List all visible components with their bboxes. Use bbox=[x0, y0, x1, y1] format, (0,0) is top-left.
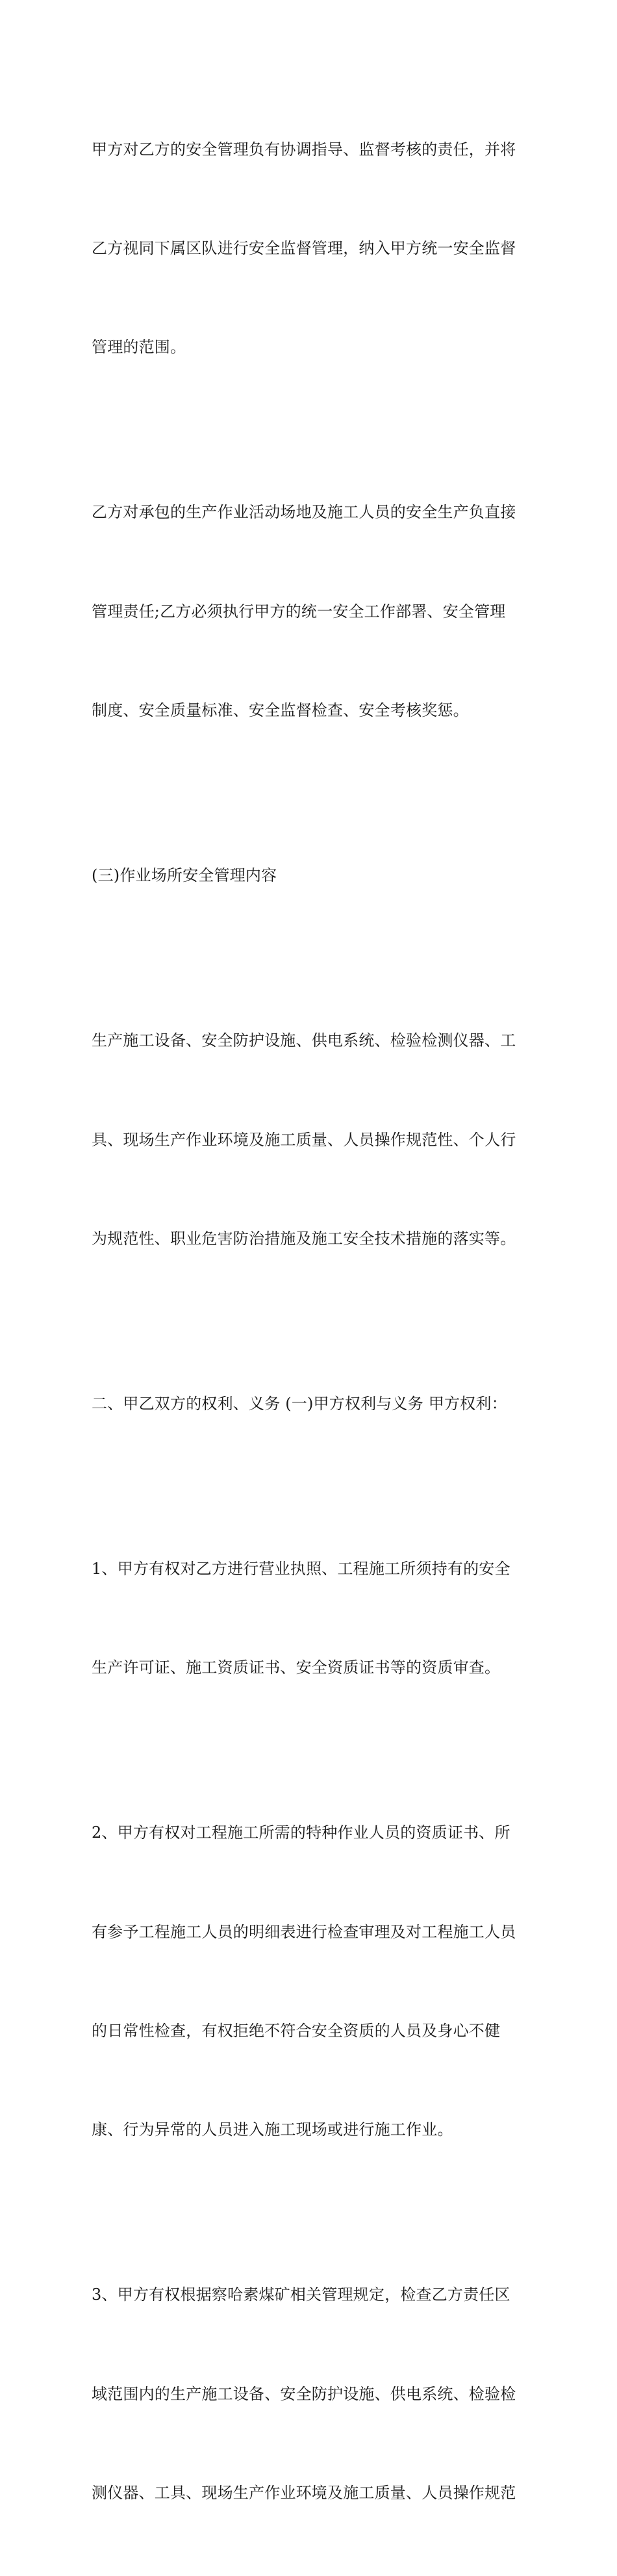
text-line: 生产许可证、施工资质证书、安全资质证书等的资质审查。 bbox=[92, 1658, 501, 1677]
text-line: 有参予工程施工人员的明细表进行检查审理及对工程施工人员 bbox=[92, 1922, 516, 1941]
list-item-right-3 bbox=[92, 2213, 533, 2576]
text-line: 二、甲乙双方的权利、义务 (一)甲方权利与义务 甲方权利： bbox=[92, 1394, 507, 1413]
section-heading-workplace-safety bbox=[92, 793, 533, 959]
text-line: 管理责任;乙方必须执行甲方的统一安全工作部署、安全管理 bbox=[92, 602, 506, 621]
text-line: 1、甲方有权对乙方进行营业执照、工程施工所须持有的安全 bbox=[92, 1559, 510, 1578]
text-line: 测仪器、工具、现场生产作业环境及施工质量、人员操作规范 bbox=[92, 2484, 516, 2503]
text-line: 2、甲方有权对工程施工所需的特种作业人员的资质证书、所 bbox=[92, 1823, 510, 1842]
text-line: 具、现场生产作业环境及施工质量、人员操作规范性、个人行 bbox=[92, 1130, 516, 1149]
text-line: 域范围内的生产施工设备、安全防护设施、供电系统、检验检 bbox=[92, 2384, 516, 2403]
text-line: 的日常性检查，有权拒绝不符合安全资质的人员及身心不健 bbox=[92, 2022, 501, 2041]
text-line: 康、行为异常的人员进入施工现场或进行施工作业。 bbox=[92, 2120, 453, 2139]
list-item-right-2 bbox=[92, 1751, 533, 2213]
text-line: 乙方视同下属区队进行安全监督管理，纳入甲方统一安全监督 bbox=[92, 238, 516, 257]
paragraph-party-b-responsibility bbox=[92, 430, 533, 793]
text-line: 制度、安全质量标准、安全监督检查、安全考核奖惩。 bbox=[92, 701, 469, 720]
text-line: (三)作业场所安全管理内容 bbox=[92, 866, 277, 885]
list-item-right-1 bbox=[92, 1486, 533, 1750]
section-heading-rights-obligations bbox=[92, 1321, 533, 1486]
paragraph-safety-content bbox=[92, 959, 533, 1322]
text-line: 甲方对乙方的安全管理负有协调指导、监督考核的责任，并将 bbox=[92, 140, 516, 159]
text-line: 3、甲方有权根据察哈素煤矿相关管理规定，检查乙方责任区 bbox=[92, 2286, 510, 2304]
text-line: 为规范性、职业危害防治措施及施工安全技术措施的落实等。 bbox=[92, 1229, 516, 1248]
text-line: 生产施工设备、安全防护设施、供电系统、检验检测仪器、工 bbox=[92, 1031, 516, 1050]
text-line: 乙方对承包的生产作业活动场地及施工人员的安全生产负直接 bbox=[92, 503, 516, 522]
paragraph-party-a-responsibility bbox=[92, 67, 533, 430]
text-line: 管理的范围。 bbox=[92, 338, 186, 357]
document-body bbox=[92, 67, 533, 2576]
